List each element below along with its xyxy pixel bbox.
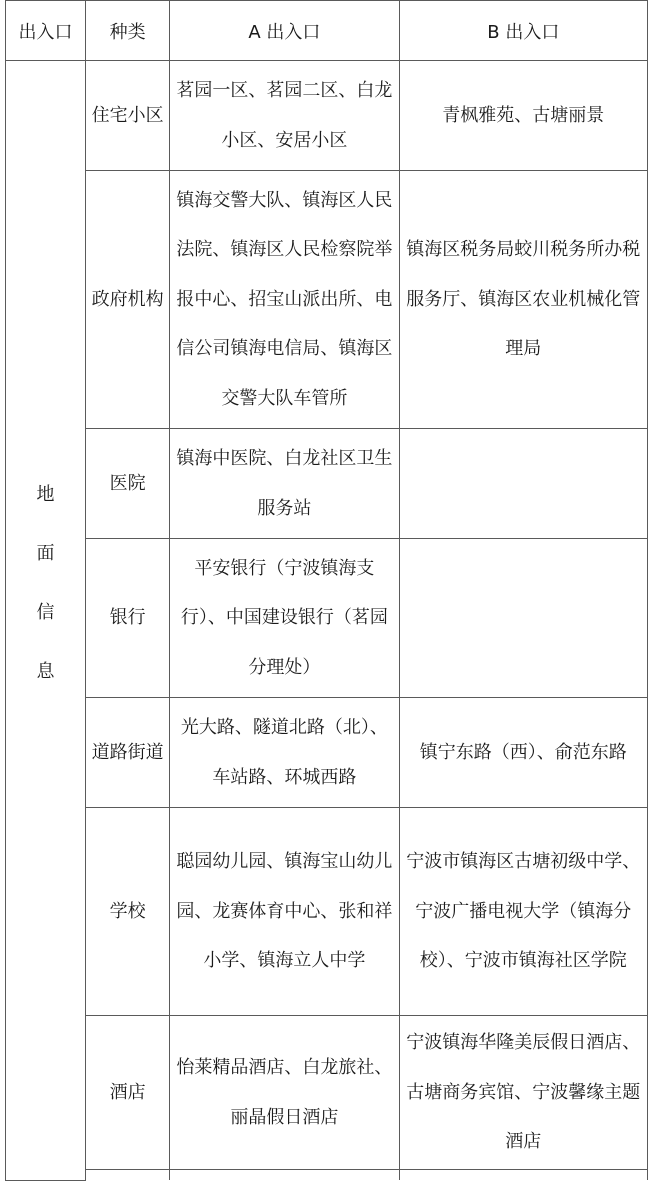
exit-b-cell <box>399 539 647 698</box>
exit-b-cell <box>399 808 647 1016</box>
exit-b-cell <box>399 429 647 539</box>
table-row-government <box>6 171 648 429</box>
table-row-roads <box>6 698 648 808</box>
table-row-hotels <box>6 1016 648 1170</box>
exit-a-text: 怡莱精品酒店、白龙旅社、丽晶假日酒店 <box>176 1057 393 1128</box>
exit-b-cell <box>399 698 647 808</box>
table-row-residential <box>6 61 648 171</box>
category-label: 道路街道 <box>91 741 164 763</box>
category-cell <box>86 539 170 698</box>
category-cell <box>86 61 170 171</box>
category-cell <box>86 1016 170 1170</box>
category-label: 学校 <box>109 900 146 922</box>
exit-b-text: 宁波镇海华隆美辰假日酒店、古塘商务宾馆、宁波馨缘主题酒店 <box>406 1032 641 1153</box>
region-label: 地面信息 <box>36 484 55 682</box>
table-row-schools <box>6 808 648 1016</box>
exit-a-cell <box>170 698 399 808</box>
category-label: 酒店 <box>109 1081 146 1103</box>
exit-a-text: 光大路、隧道北路（北）、车站路、环城西路 <box>180 717 388 788</box>
header-exit-a: A 出入口 <box>170 1 399 61</box>
exit-a-text: 平安银行（宁波镇海支行）、中国建设银行（茗园分理处） <box>180 557 388 678</box>
header-category: 种类 <box>86 1 170 61</box>
entrance-info-table <box>5 0 648 1181</box>
category-label: 医院 <box>109 472 146 494</box>
exit-a-cell <box>170 539 399 698</box>
exit-b-text: 镇宁东路（西）、俞范东路 <box>419 741 627 763</box>
exit-b-text: 青枫雅苑、古塘丽景 <box>442 104 605 126</box>
exit-b-cell <box>399 171 647 429</box>
exit-a-text: 聪园幼儿园、镇海宝山幼儿园、龙赛体育中心、张和祥小学、镇海立人中学 <box>176 851 393 972</box>
category-cell <box>86 808 170 1016</box>
header-exit-b: B 出入口 <box>399 1 647 61</box>
category-cell <box>86 429 170 539</box>
exit-b-cell <box>399 1016 647 1170</box>
exit-a-cell <box>170 1016 399 1170</box>
exit-b-cell <box>399 61 647 171</box>
cut-off-cell <box>170 1170 399 1181</box>
header-row <box>6 1 648 61</box>
exit-a-cell <box>170 808 399 1016</box>
category-cell <box>86 171 170 429</box>
header-entrance: 出入口 <box>6 1 86 61</box>
table-row-cut-off <box>6 1170 648 1181</box>
category-label: 住宅小区 <box>91 104 164 126</box>
cut-off-cell <box>399 1170 647 1181</box>
cut-off-cell <box>86 1170 170 1181</box>
exit-a-cell <box>170 171 399 429</box>
region-cell <box>6 61 86 1181</box>
exit-b-text: 宁波市镇海区古塘初级中学、宁波广播电视大学（镇海分校）、宁波市镇海社区学院 <box>406 851 641 972</box>
exit-a-cell <box>170 429 399 539</box>
category-label: 政府机构 <box>91 288 164 310</box>
exit-a-text: 茗园一区、茗园二区、白龙小区、安居小区 <box>176 80 393 151</box>
table-row-bank <box>6 539 648 698</box>
exit-b-text: 镇海区税务局蛟川税务所办税服务厅、镇海区农业机械化管理局 <box>406 239 641 360</box>
category-label: 银行 <box>109 607 146 629</box>
category-cell <box>86 698 170 808</box>
exit-a-text: 镇海中医院、白龙社区卫生服务站 <box>176 448 393 519</box>
exit-a-cell <box>170 61 399 171</box>
table-row-hospital <box>6 429 648 539</box>
exit-a-text: 镇海交警大队、镇海区人民法院、镇海区人民检察院举报中心、招宝山派出所、电信公司镇海电信局、镇海区交警大队车管所 <box>176 189 393 409</box>
